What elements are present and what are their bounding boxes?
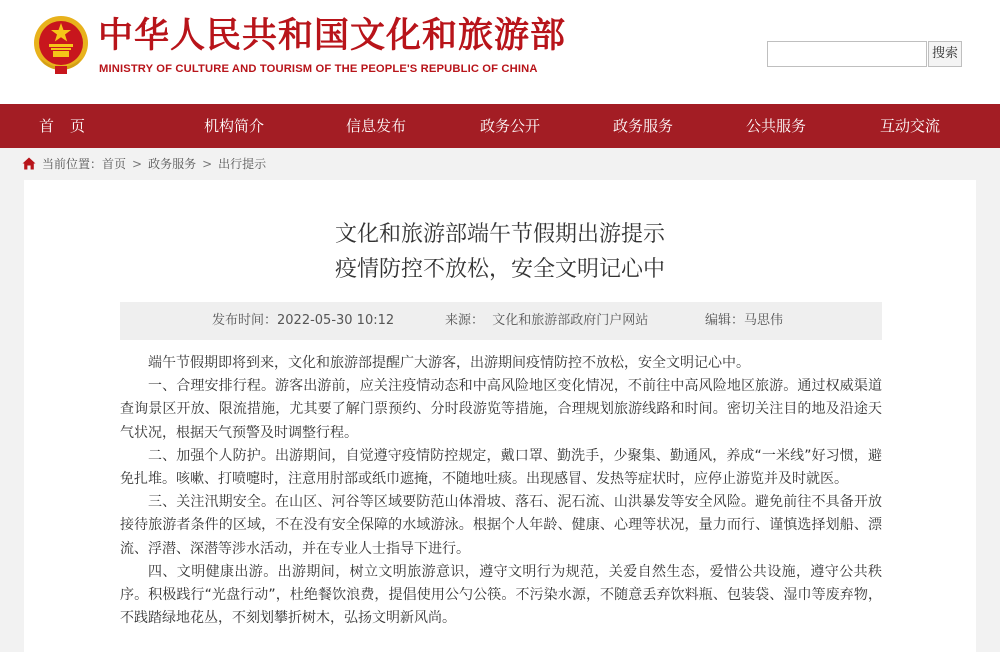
article-meta	[120, 302, 882, 340]
nav-item-about[interactable]: 机构简介	[203, 117, 264, 135]
nav-item-home[interactable]: 首页	[38, 117, 101, 135]
article	[24, 180, 976, 652]
site-title-english: MINISTRY OF CULTURE AND TOURISM OF THE PEOPLE'S REPUBLIC OF CHINA	[99, 63, 538, 75]
search-input[interactable]	[767, 41, 927, 67]
article-subtitle: 疫情防控不放松，安全文明记心中	[334, 257, 665, 282]
national-emblem-icon[interactable]	[32, 14, 90, 76]
article-paragraph: 三、关注汛期安全。在山区、河谷等区域要防范山体滑坡、落石、泥石流、山洪暴发等安全风险。避免前往不具备开放接待旅游者条件的区域，不在没有安全保障的水域游泳。根据个人年龄、健康、心理等状况，量力而行、谨慎选择划船、漂流、浮潜、深潜等涉水活动，并在专业人士指导下进行。	[120, 494, 882, 557]
nav-item-government-affairs[interactable]: 政务公开	[479, 117, 540, 135]
main-nav	[0, 104, 1000, 148]
article-paragraph: 二、加强个人防护。出游期间，自觉遵守疫情防控规定，戴口罩、勤洗手，少聚集、勤通风，养成“一米线”好习惯，避免扎堆。咳嗽、打喷嚏时，注意用肘部或纸巾遮掩，不随地吐痰。出现感冒、发热等症状时，应停止游览并及时就医。	[120, 447, 882, 488]
nav-item-interaction[interactable]: 互动交流	[879, 117, 940, 135]
breadcrumb-prefix: 当前位置：	[42, 157, 103, 171]
breadcrumb-government-services[interactable]: 政务服务	[148, 157, 197, 171]
breadcrumb-separator: >	[202, 157, 213, 171]
article-editor: 编辑：马思伟	[705, 313, 784, 328]
breadcrumb-travel-tips[interactable]: 出行提示	[218, 157, 267, 171]
breadcrumb	[22, 148, 266, 180]
home-icon	[22, 157, 36, 170]
publish-time: 发布时间：2022-05-30 10:12	[212, 313, 395, 328]
nav-item-government-services[interactable]: 政务服务	[612, 117, 673, 135]
breadcrumb-home[interactable]: 首页	[102, 157, 127, 171]
nav-item-public-services[interactable]: 公共服务	[745, 117, 806, 135]
nav-item-news[interactable]: 信息发布	[345, 117, 406, 135]
site-title[interactable]: 中华人民共和国文化和旅游部	[98, 16, 567, 56]
article-body	[120, 352, 882, 630]
site-header	[0, 0, 1000, 104]
search-button[interactable]: 搜索	[928, 41, 962, 67]
article-paragraph: 端午节假期即将到来，文化和旅游部提醒广大游客，出游期间疫情防控不放松，安全文明记心中。	[148, 355, 750, 371]
article-title: 文化和旅游部端午节假期出游提示	[334, 222, 665, 247]
breadcrumb-separator: >	[132, 157, 143, 171]
article-source: 来源： 文化和旅游部政府门户网站	[445, 313, 649, 328]
article-paragraph: 一、合理安排行程。游客出游前，应关注疫情动态和中高风险地区变化情况，不前往中高风险地区旅游。通过权威渠道查询景区开放、限流措施，尤其要了解门票预约、分时段游览等措施，合理规划旅游线路和时间。密切关注目的地及沿途天气状况，根据天气预警及时调整行程。	[120, 378, 882, 441]
article-paragraph: 四、文明健康出游。出游期间，树立文明旅游意识，遵守文明行为规范，关爱自然生态，爱惜公共设施，遵守公共秩序。积极践行“光盘行动”，杜绝餐饮浪费，提倡使用公勺公筷。不污染水源，不随意丢弃饮料瓶、包装袋、湿巾等废弃物，不践踏绿地花丛，不刻划攀折树木，弘扬文明新风尚。	[120, 563, 882, 627]
